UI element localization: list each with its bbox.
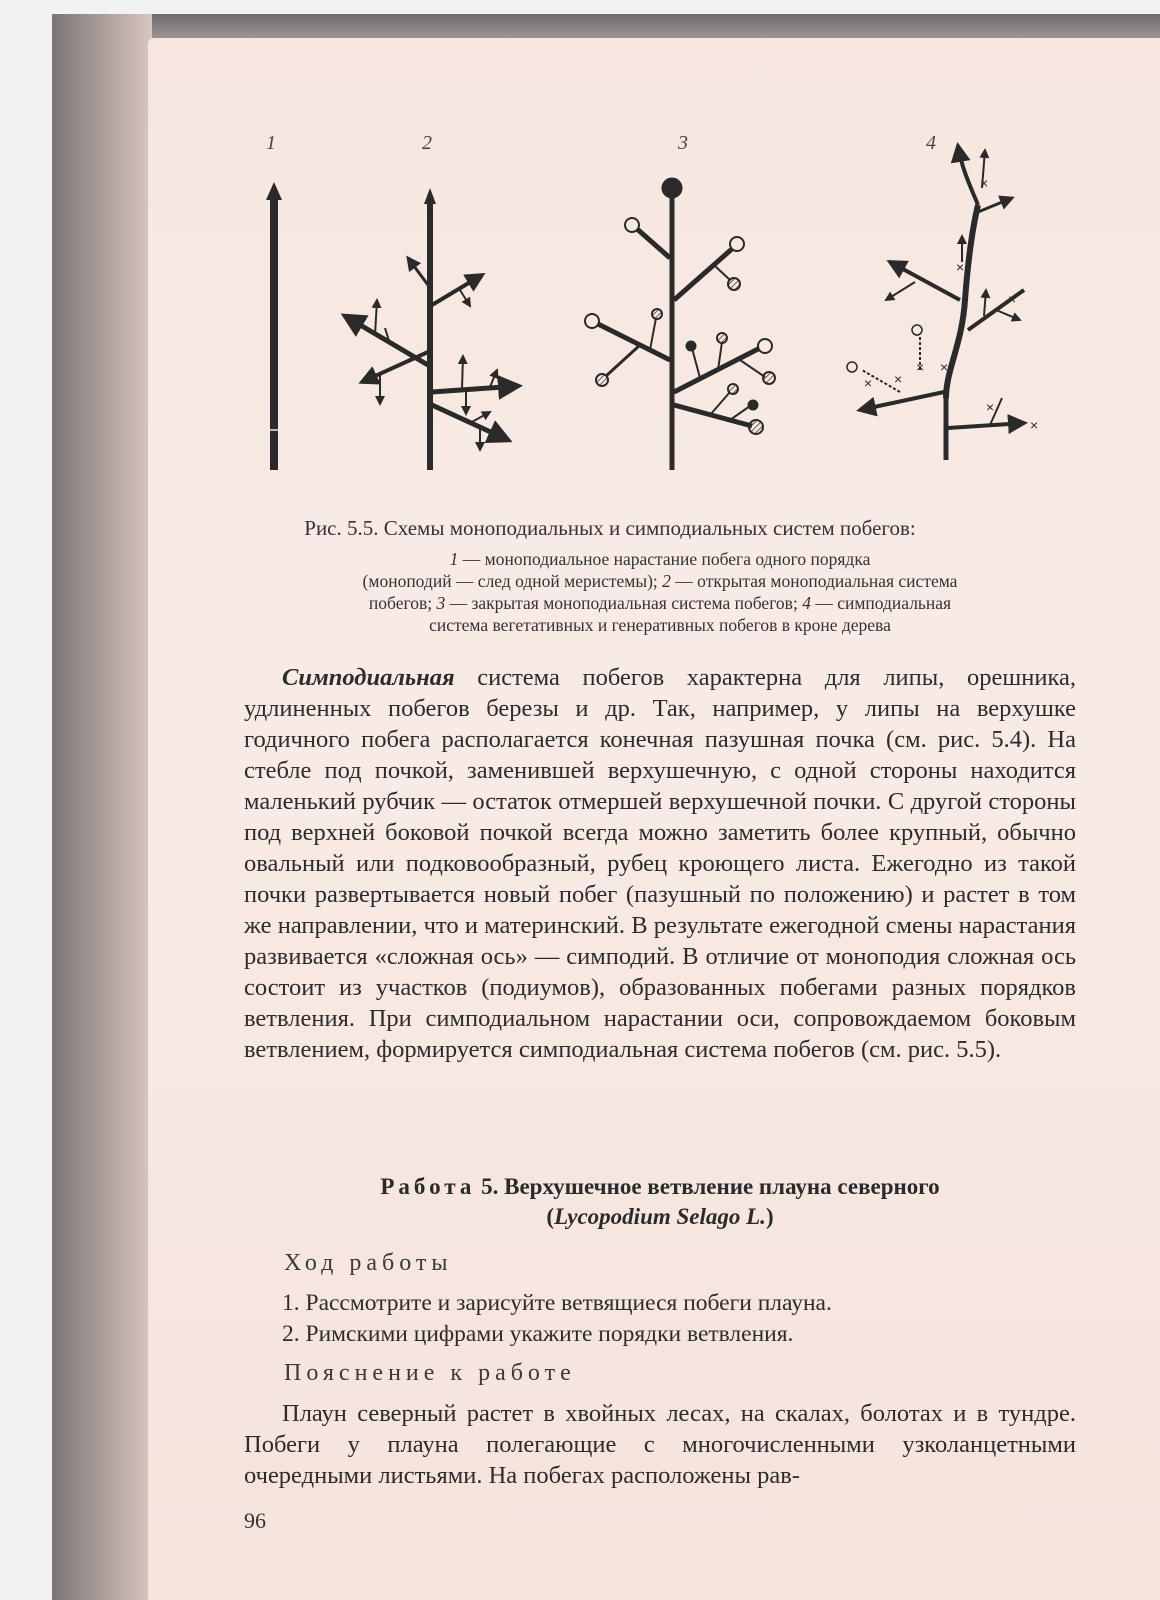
caption-text: система вегетативных и генеративных побегов в кроне дерева (429, 615, 891, 635)
latin-open: ( (546, 1204, 555, 1229)
panel-label-1: 1 (266, 132, 276, 154)
shoot-system-diagrams (0, 0, 1160, 500)
explanation-paragraph (244, 1398, 1076, 1491)
caption-text: — открытая моноподиальная система (670, 571, 958, 591)
diagram-1-monopodium (266, 182, 282, 470)
paragraph-text: система побегов характерна для липы, орешника, удлиненных побегов березы и др. Так, например, у липы на верхушке годичного побега располагается конечная пазушная почка (см. рис. 5.4). На стебле под почкой, заменившей верхушечную, с одной стороны находится маленький рубчик — остаток отмершей верхушечной почки. С другой стороны под верхней боковой почкой всегда можно заметить более крупный, обычно овальный или подковообразный, рубец кроющего листа. Ежегодно из такой почки развертывается новый побег (пазушный по положению) и растет в том же направлении, что и материнский. В результате ежегодной смены нарастания развивается «сложная ось» — симподий. В отличие от моноподия сложная ось состоит из участков (подиумов), образованных побегами разных порядков ветвления. При симподиальном нарастании оси, сопровождаемом боковым ветвлением, формируется симподиальная система побегов (см. рис. 5.5). (244, 664, 1076, 1063)
diagram-2-open-monopodial (345, 188, 518, 470)
latin-name: Lycopodium Selago L. (554, 1204, 766, 1229)
procedure-steps (282, 1288, 832, 1350)
body-paragraph-sympodial (244, 662, 1076, 1065)
caption-text: — закрытая моноподиальная система побегов; (445, 593, 803, 613)
diagram-3-closed-monopodial (585, 178, 775, 470)
caption-num: 2 (662, 571, 671, 591)
caption-text: (моноподий — след одной меристемы); (362, 571, 663, 591)
svg-text:×: × (940, 359, 949, 375)
caption-text: — симподиальная (810, 593, 952, 613)
svg-text:×: × (980, 175, 989, 191)
caption-num: 1 (449, 549, 459, 569)
figure-caption-body (240, 548, 1080, 636)
term-sympodial: Симподиальная (282, 664, 455, 691)
panel-label-4: 4 (926, 132, 936, 154)
work-heading (244, 1172, 1076, 1232)
explanation-heading: Пояснение к работе (284, 1360, 576, 1386)
panel-label-2: 2 (422, 132, 432, 154)
work-title: 5. Верхушечное ветвление плауна северного (481, 1174, 940, 1199)
svg-text:×: × (916, 359, 925, 375)
step-1: 1. Рассмотрите и зарисуйте ветвящиеся побеги плауна. (282, 1290, 832, 1316)
svg-text:×: × (864, 375, 873, 391)
explanation-text: Плаун северный растет в хвойных лесах, на скалах, болотах и в тундре. Побеги у плауна полегающие с многочисленными узколанцетными очередными листьями. На побегах расположены рав- (244, 1400, 1076, 1489)
latin-close: ) (765, 1204, 774, 1229)
panel-label-3: 3 (678, 132, 688, 154)
caption-text: — моноподиальное нарастание побега одного порядка (458, 549, 871, 569)
procedure-heading: Ход работы (284, 1250, 453, 1276)
caption-num: 3 (436, 593, 446, 613)
svg-text:×: × (1008, 291, 1017, 307)
svg-text:×: × (894, 371, 903, 387)
diagram-4-sympodial (847, 146, 1038, 460)
work-label: Работа (380, 1174, 476, 1199)
svg-text:×: × (956, 259, 965, 275)
svg-text:×: × (1030, 417, 1039, 433)
page-number: 96 (244, 1508, 266, 1533)
figure-caption-title: Рис. 5.5. Схемы моноподиальных и симподиальных систем побегов: (304, 516, 916, 540)
caption-num: 4 (802, 593, 811, 613)
svg-text:×: × (986, 399, 995, 415)
caption-text: побегов; (368, 593, 437, 613)
step-2: 2. Римскими цифрами укажите порядки ветвления. (282, 1321, 794, 1347)
